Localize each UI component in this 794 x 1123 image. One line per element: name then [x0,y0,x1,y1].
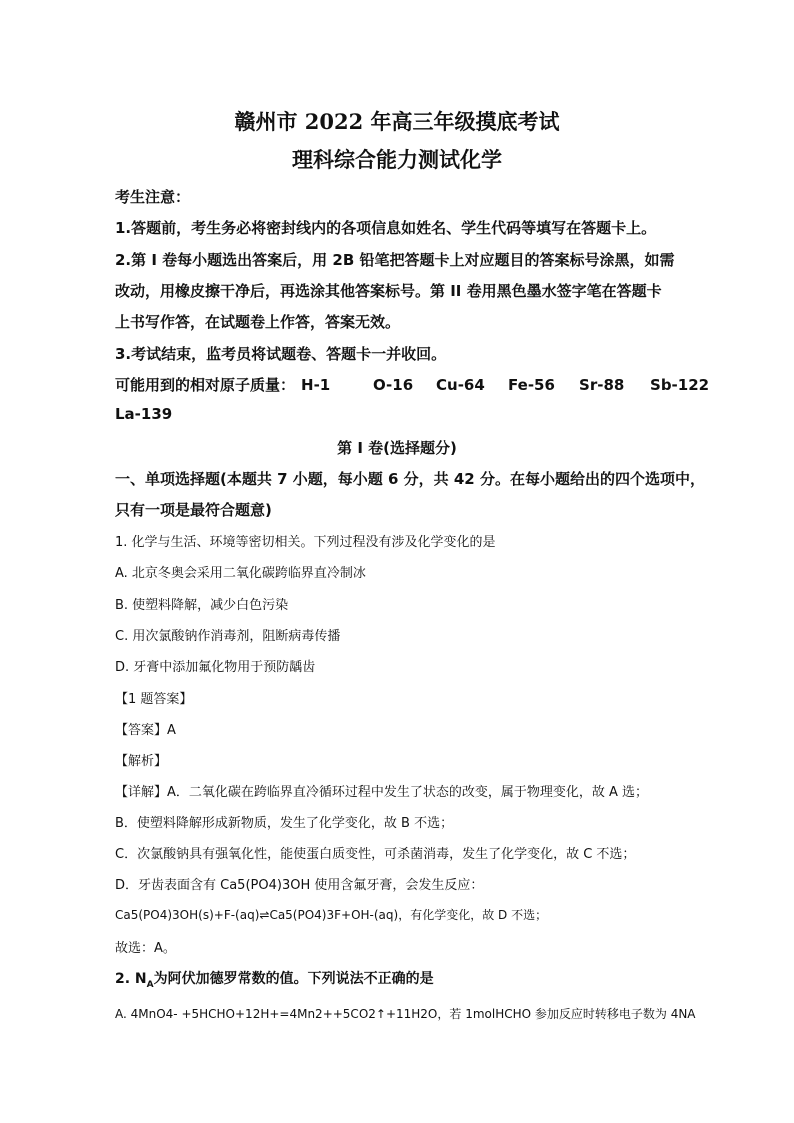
q1-option-c: C. 用次氯酸钠作消毒剂，阻断病毒传播 [115,629,341,644]
notice-item-2a: 2.第 I 卷每小题选出答案后，用 2B 铅笔把答题卡上对应题目的答案标号涂黑，如需 [115,251,675,269]
notice-item-1: 1.答题前，考生务必将密封线内的各项信息如姓名、学生代码等填写在答题卡上。 [115,219,657,237]
q1-explanation-a: 【详解】A．二氧化碳在跨临界直冷循环过程中发生了状态的改变，属于物理变化，故 A 选； [115,785,649,800]
notice-item-2c: 上书写作答，在试题卷上作答，答案无效。 [115,313,401,331]
q1-explanation-equation: Ca5(PO4)3OH(s)+F-(aq)⇌Ca5(PO4)3F+OH-(aq)，有化学变化，故 D 不选； [115,908,548,922]
atomic-mass-sr: Sr-88 [579,376,625,394]
q2-option-a: A. 4MnO4- +5HCHO+12H+=4Mn2++5CO2↑+11H2O，若 1molHCHO 参加反应时转移电子数为 4NA [115,1007,696,1021]
atomic-mass-o: O-16 [373,376,414,394]
q2-stem-rest: 为阿伏加德罗常数的值。下列说法不正确的是 [153,971,434,987]
notice-heading: 考生注意： [115,188,191,206]
q1-stem: 1. 化学与生活、环境等密切相关。下列过程没有涉及化学变化的是 [115,535,496,550]
q1-option-a: A. 北京冬奥会采用二氧化碳跨临界直冷制冰 [115,566,366,581]
q1-explanation-d: D．牙齿表面含有 Ca5(PO4)3OH 使用含氟牙膏，会发生反应： [115,878,484,893]
atomic-mass-la: La-139 [115,405,173,423]
atomic-mass-fe: Fe-56 [508,376,555,394]
atomic-masses-row [115,374,709,395]
document-subtitle: 理科综合能力测试化学 [292,147,502,172]
q1-answer: 【答案】A [115,723,176,738]
atomic-mass-sb: Sb-122 [650,376,710,394]
atomic-mass-h: H-1 [301,376,331,394]
section-instructions-a: 一、单项选择题(本题共 7 小题，每小题 6 分，共 42 分。在每小题给出的四个选项中， [115,470,705,488]
q1-option-d: D. 牙膏中添加氟化物用于预防龋齿 [115,660,316,675]
q1-explanation-c: C．次氯酸钠具有强氧化性，能使蛋白质变性，可杀菌消毒，发生了化学变化，故 C 不选； [115,847,636,862]
section-instructions-b: 只有一项是最符合题意) [115,501,272,519]
notice-item-2b: 改动，用橡皮擦干净后，再选涂其他答案标号。第 II 卷用黑色墨水签字笔在答题卡 [115,282,662,300]
q2-stem [115,968,434,990]
atomic-mass-cu: Cu-64 [436,376,485,394]
q1-explanation-b: B．使塑料降解形成新物质，发生了化学变化，故 B 不选； [115,816,454,831]
q1-analysis-header: 【解析】 [115,754,168,769]
notice-item-3: 3.考试结束，监考员将试题卷、答题卡一并收回。 [115,345,447,363]
q1-conclusion: 故选：A。 [115,941,176,956]
q1-option-b: B. 使塑料降解，减少白色污染 [115,598,289,613]
q1-answer-header: 【1 题答案】 [115,692,193,707]
q2-stem-sub: A [146,979,154,990]
document-title: 赣州市 2022 年高三年级摸底考试 [234,109,560,134]
q2-stem-prefix: 2. N [115,971,147,987]
section-title: 第 I 卷(选择题分) [337,439,457,457]
atomic-masses-label: 可能用到的相对原子质量： [115,376,296,394]
